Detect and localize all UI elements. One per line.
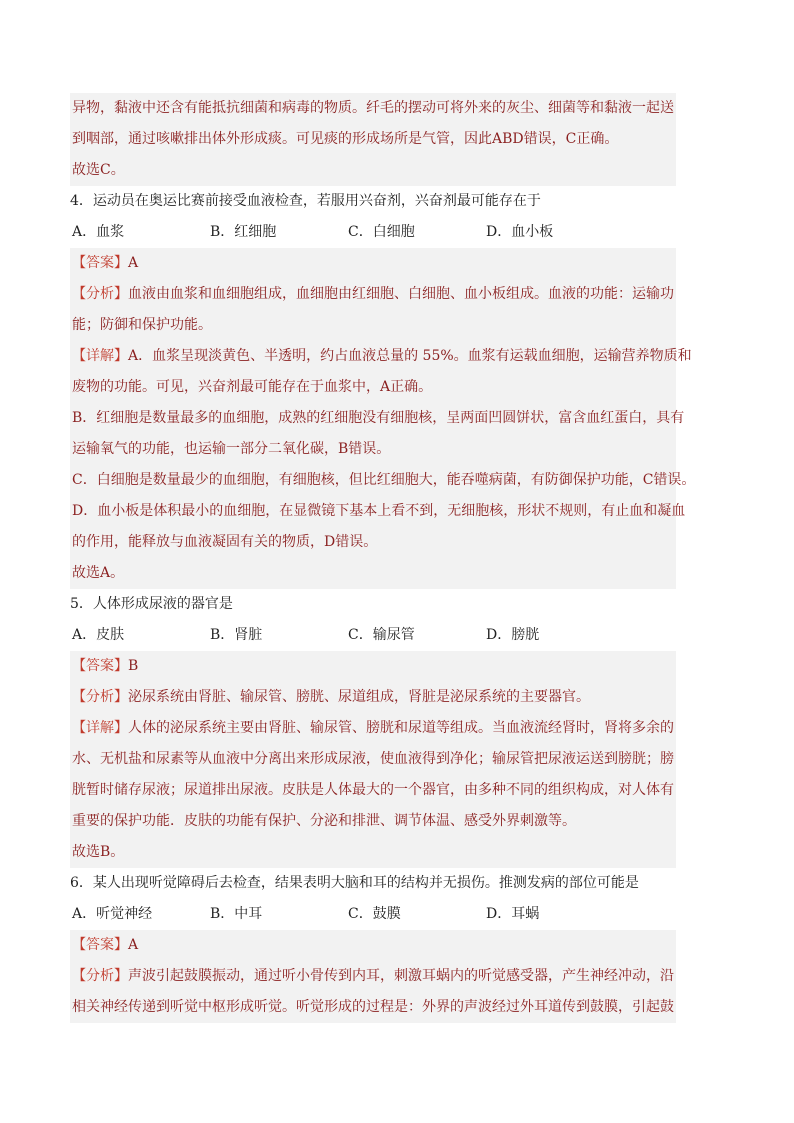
text-line: 相关神经传递到听觉中枢形成听觉。听觉形成的过程是：外界的声波经过外耳道传到鼓膜，引起鼓 — [72, 999, 674, 1015]
document-page — [70, 93, 696, 1023]
answer-tag: 【答案】 — [72, 937, 128, 953]
option-b: B．红细胞 — [210, 224, 277, 240]
option-a: A．血浆 — [72, 224, 125, 240]
option-d: D．膀胱 — [486, 627, 540, 643]
answer-value: A — [128, 937, 139, 953]
detail-text: 人体的泌尿系统主要由肾脏、输尿管、膀胱和尿道等组成。当血液流经肾时，肾将多余的 — [128, 720, 674, 736]
text-line: 到咽部，通过咳嗽排出体外形成痰。可见痰的形成场所是气管，因此ABD错误，C正确。 — [72, 131, 619, 147]
question-4-solution — [70, 248, 696, 589]
text-line: B．红细胞是数量最多的血细胞，成熟的红细胞没有细胞核，呈两面凹圆饼状，富含血红蛋白，具有 — [72, 410, 685, 426]
text-line: 的作用，能释放与血液凝固有关的物质，D错误。 — [72, 534, 378, 550]
text-line: 异物，黏液中还含有能抵抗细菌和病毒的物质。纤毛的摆动可将外来的灰尘、细菌等和黏液一起送 — [72, 100, 674, 116]
question-5-options — [70, 620, 676, 651]
question-4-options — [70, 217, 676, 248]
analysis-text: 声波引起鼓膜振动，通过听小骨传到内耳，刺激耳蜗内的听觉感受器，产生神经冲动，沿 — [128, 968, 674, 984]
answer-tag: 【答案】 — [72, 658, 128, 674]
q3-explanation-block — [70, 93, 676, 186]
text-line: 重要的保护功能．皮肤的功能有保护、分泌和排泄、调节体温、感受外界刺激等。 — [72, 813, 576, 829]
option-c: C．鼓膜 — [348, 906, 401, 922]
option-a: A．皮肤 — [72, 627, 125, 643]
question-6-options — [70, 899, 676, 930]
analysis-line — [72, 279, 674, 310]
option-b: B．中耳 — [210, 906, 263, 922]
analysis-line — [72, 961, 674, 992]
analysis-tag: 【分析】 — [72, 286, 128, 302]
text-line: D．血小板是体积最小的血细胞，在显微镜下基本上看不到，无细胞核，形状不规则，有止血和凝血 — [72, 503, 686, 519]
analysis-text: 血液由血浆和血细胞组成，血细胞由红细胞、白细胞、血小板组成。血液的功能：运输功 — [128, 286, 674, 302]
analysis-line — [72, 682, 674, 713]
answer-value: A — [128, 255, 139, 271]
analysis-tag: 【分析】 — [72, 689, 128, 705]
answer-line — [72, 248, 674, 279]
text-line: 故选B。 — [72, 844, 125, 860]
answer-line — [72, 651, 674, 682]
text-line: C．白细胞是数量最少的血细胞，有细胞核，但比红细胞大，能吞噬病菌，有防御保护功能，C错误。 — [72, 472, 696, 488]
option-a: A．听觉神经 — [72, 906, 153, 922]
question-5-stem: 5．人体形成尿液的器官是 — [70, 596, 233, 612]
answer-line — [72, 930, 674, 961]
detail-line — [72, 341, 692, 372]
analysis-text: 泌尿系统由肾脏、输尿管、膀胱、尿道组成，肾脏是泌尿系统的主要器官。 — [128, 689, 590, 705]
text-line: 胱暂时储存尿液；尿道排出尿液。皮肤是人体最大的一个器官，由多种不同的组织构成，对人体有 — [72, 782, 674, 798]
option-c: C．白细胞 — [348, 224, 415, 240]
analysis-tag: 【分析】 — [72, 968, 128, 984]
answer-tag: 【答案】 — [72, 255, 128, 271]
answer-value: B — [128, 658, 139, 674]
detail-tag: 【详解】 — [72, 720, 128, 736]
detail-text: A．血浆呈现淡黄色、半透明，约占血液总量的 55%。血浆有运载血细胞，运输营养物质和 — [128, 348, 692, 364]
question-6-stem: 6．某人出现听觉障碍后去检查，结果表明大脑和耳的结构并无损伤。推测发病的部位可能是 — [70, 875, 639, 891]
text-line: 运输氧气的功能，也运输一部分二氧化碳，B错误。 — [72, 441, 391, 457]
question-4-stem: 4．运动员在奥运比赛前接受血液检查，若服用兴奋剂，兴奋剂最可能存在于 — [70, 193, 541, 209]
text-line: 水、无机盐和尿素等从血液中分离出来形成尿液，使血液得到净化；输尿管把尿液运送到膀胱；膀 — [72, 751, 674, 767]
text-line: 废物的功能。可见，兴奋剂最可能存在于血浆中，A正确。 — [72, 379, 433, 395]
text-line: 故选A。 — [72, 565, 125, 581]
text-line: 故选C。 — [72, 162, 125, 178]
question-6-solution — [70, 930, 676, 1023]
option-b: B．肾脏 — [210, 627, 263, 643]
text-line: 能；防御和保护功能。 — [72, 317, 212, 333]
option-c: C．输尿管 — [348, 627, 415, 643]
question-5-solution — [70, 651, 676, 868]
option-d: D．耳蜗 — [486, 906, 540, 922]
detail-tag: 【详解】 — [72, 348, 128, 364]
detail-line — [72, 713, 674, 744]
option-d: D．血小板 — [486, 224, 554, 240]
